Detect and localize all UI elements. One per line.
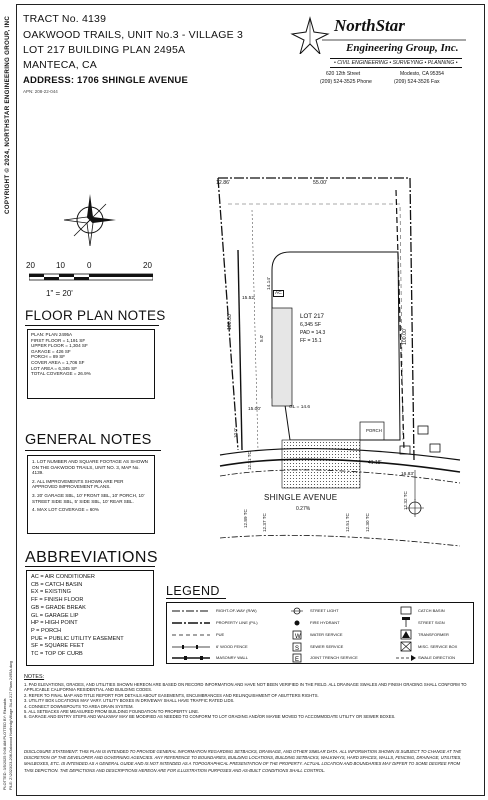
north-arrow-icon [60,190,120,250]
section-rule [25,450,161,451]
legend-fire-hydrant: FIRE HYDRANT [310,620,340,625]
legend-swale: SWALE DIRECTION [418,655,455,660]
legend-masonry-wall: MASONRY WALL [216,655,248,660]
curb-elevation-f: 12.32 TC [403,491,408,510]
legend-title: LEGEND [166,584,220,598]
abbreviation-item: FF = FINISH FLOOR [31,597,84,604]
property-address: ADDRESS: 1706 SHINGLE AVENUE [23,75,189,86]
section-rule [25,566,155,567]
company-name-line2: Engineering Group, Inc. [346,42,459,54]
note-item: 5. ALL SETBACKS ARE MEASURED FROM BUILDING FOUNDATION TO PROPERTY LINE. [24,709,200,715]
curb-elevation-e: 12.31 TC [247,451,252,470]
city-state: MANTECA, CA [23,59,97,71]
right-dimension: 100.00' [402,328,408,345]
legend-street-sign: STREET SIGN [418,620,445,625]
general-notes-title: GENERAL NOTES [25,432,152,448]
svg-text:E: E [295,657,300,663]
notes-title: NOTES: [24,674,45,680]
fpn-line: TOTAL COVERAGE = 26.9% [31,371,91,377]
pad-elevation: PAD = 14.3 [300,330,326,336]
legend-sewer-service: SEWER SERVICE [310,644,344,649]
abbreviation-item: CB = CATCH BASIN [31,581,83,588]
company-street: 620 12th Street [326,71,361,77]
general-notes-box [27,455,155,534]
curve-dimension: 14.14' [267,277,272,290]
legend-right-of-way: RIGHT-OF-WAY (R/W) [216,608,257,613]
porch-label: PORCH [366,428,382,433]
legend-property-line: PROPERTY LINE (P/L) [216,620,258,625]
fpn-line: LOT AREA = 6,345 SF [31,365,78,371]
curb-elevation-b: 12.37 TC [262,513,267,532]
company-services: • CIVIL ENGINEERING • SURVEYING • PLANNING • [330,58,462,68]
abbreviation-item: P = PORCH [31,627,62,634]
scale-tick-20-right: 20 [143,261,152,270]
fpn-line: UPPER FLOOR = 1,304 SF [31,343,88,349]
abbreviation-item: GL = GARAGE LIP [31,612,79,619]
scale-bar [29,272,153,282]
subdivision-name: OAKWOOD TRAILS, UNIT No.3 - VILLAGE 3 [23,29,243,41]
abbreviation-item: SF = SQUARE FEET [31,643,84,650]
tract-number: TRACT No. 4139 [23,13,107,25]
abbreviation-item: AC = AIR CONDITIONER [31,574,95,580]
scale-tick-20-left: 20 [26,261,35,270]
fpn-line: PLAN: PLAN 2495A [31,332,73,337]
scale-tick-10: 10 [56,261,65,270]
left-dimension: 100.00' [227,313,233,330]
section-rule [166,598,226,599]
finish-floor: FF = 15.1 [300,338,322,344]
curb-elevation-d: 12.30 TC [365,513,370,532]
abbreviations-title: ABBREVIATIONS [25,549,158,566]
general-note-item: 1. LOT NUMBER AND SQUARE FOOTAGE AS SHOWN ON THE OAKWOOD TRAILS, UNIT NO. 3, MAP No. 4139. [32,459,148,476]
legend-joint-trench: JOINT TRENCH SERVICE [310,655,358,660]
company-logo [286,14,474,98]
fpn-line: GARAGE = 426 SF [31,348,71,354]
garage-lip: GL = 14.6 [289,405,311,410]
side-dimension: 5.0' [259,334,264,342]
abbreviations-box [26,570,154,666]
note-item: 4. CONNECT DOWNSPOUTS TO AREA DRAIN SYSTEM. [24,703,134,709]
lot-building-plan: LOT 217 BUILDING PLAN 2495A [23,44,186,56]
lot-label: LOT 217 [300,313,324,320]
fpn-line: COVER AREA = 1,706 SF [31,359,85,365]
general-note-item: 3. 20' GARAGE SBL, 10' FRONT SBL, 10' PORCH, 10' STREET SIDE SBL, 5' SIDE SBL, 10' REAR SBL. [32,492,145,504]
side-dimension-2: 10.0' [233,428,238,438]
company-fax: (209) 524-3526 Fax [394,79,440,85]
company-phone: (209) 524-3525 Phone [320,79,372,85]
legend-wood-fence: 6' WOOD FENCE [216,644,248,649]
apn-number: APN: 208-22-044 [23,89,58,94]
note-item: 1. PAD ELEVATIONS, GRADES, AND UTILITIES SHOWN HEREON ARE BASED ON RECORD INFORMATION AND HAVE NOT BEEN VERIFIED IN THE FIELD. ALL DRAINAGE SWALES AND FINISH GRADING SHALL CONFORM TO APPLICABLE CALIFORNIA RESIDENTIAL AND BUILDING CODES. [24,682,467,693]
general-note-item: 4. MAX LOT COVERAGE = 60% [32,507,99,513]
top-dimension-left: 12.86' [216,180,230,186]
svg-text:W: W [295,634,301,640]
floor-plan-notes-box [27,329,155,399]
file-path-text: FILE: Z:\2023\23-208-Oakwood Northrdg\Village 3\Lot 217 Plans 2495A.dwg [9,661,13,790]
note-item: 2. REFER TO FINAL MAP AND TITLE REPORT FOR DETAILS ABOUT EASEMENTS, ENCUMBRANCES AND RELINQUISHMENT OF ABUTTERS RIGHTS. [24,692,319,698]
notes-list [24,682,470,720]
abbreviation-item: EX = EXISTING [31,589,71,596]
floor-plan-notes-title: FLOOR PLAN NOTES [25,308,166,323]
front-dimension: 41.18' [368,460,382,466]
svg-text:S: S [295,646,300,652]
street-slope: 0.27% [296,506,311,512]
legend-service-box: MISC. SERVICE BOX [418,644,458,649]
site-plan-drawing [160,150,480,570]
general-note-item: 2. ALL IMPROVEMENTS SHOWN ARE PER APPROVED IMPROVEMENT PLANS. [32,478,124,490]
ac-label: AC [275,291,282,296]
legend-transformer: TRANSFORMER [418,632,449,637]
abbreviation-item: HP = HIGH POINT [31,620,78,627]
disclosure-statement: DISCLOSURE STATEMENT: THIS PLAN IS INTENDED TO PROVIDE GENERAL INFORMATION REGARDING SETBACKS, DRAINAGE, AND OTHER SIMILAR DATA. ALL INFORMATION SHOWN IS SUBJECT TO CHANGE AT THE DISCRETION OF THE DEVELOPER AND GOVERNING AGENCIES. ANY REFERENCE TO BOUNDARIES, BUILDING LOCATIONS, BUILDING SETBACKS, WALKWAYS, HARD SPACES, WALLS, FENCING, DRAINAGE, UTILITIES, MAILBOXES, ETC. IS INTENDED AS A GENERAL GUIDE AND IS NOT INTENDED AS A TOPOGRAPHICAL PRESENTATION OF THE PROPERTY. ACTUAL LOCATION AND BOUNDARIES MAY DIFFER TO SOME DEGREE FROM THIS DEPICTION. THE DEPICTIONS AND DESCRIPTIONS HEREON ARE FOR ILLUSTRATION PURPOSES AND AS-BUILT CONDITIONS SHALL CONTROL. [24,749,462,773]
abbreviation-item: TC = TOP OF CURB [31,651,83,658]
company-city: Modesto, CA 95354 [400,71,444,77]
scale-tick-0: 0 [87,261,92,270]
note-item: 3. UTILITY BOX LOCATIONS MAY VARY. UTILITY BOXES IN DRIVEWAY SHALL HAVE TRAFFIC RATED LIDS. [24,698,235,704]
abbreviation-item: PUE = PUBLIC UTILITY EASEMENT [31,635,124,642]
section-rule [25,325,159,326]
copyright-text: COPYRIGHT © 2024, NORTHSTAR ENGINEERING GROUP, INC [4,15,11,214]
fpn-line: FIRST FLOOR = 1,191 SF [31,337,86,343]
legend-pue: PUE [216,632,225,637]
lot-area: 6,345 SF [300,322,322,328]
top-dimension: 55.00' [313,180,327,186]
legend-catch-basin: CATCH BASIN [418,608,445,613]
scale-label: 1" = 20' [46,289,73,298]
note-item: 6. GARAGE AND ENTRY STEPS AND WALKWAY MAY BE MODIFIED AS NEEDED TO CONFORM TO LOT GRADING AND/OR MAYBE MOVED TO ACCOMMODATE UTILITY OR SEWER BOXES. [24,714,396,720]
bottom-dimension: 16.83' [401,472,414,477]
curb-elevation-c: 12.51 TC [345,513,350,532]
abbreviation-item: GB = GRADE BREAK [31,604,86,611]
fpn-line: PORCH = 89 SF [31,354,66,360]
legend-water-service: WATER SERVICE [310,632,343,637]
curb-elevation-a: 12.89 TC [243,509,248,528]
setback-dimension-b: 15.00' [248,407,261,412]
street-name: SHINGLE AVENUE [264,493,338,502]
plotted-text: PLOTTED: 3/5/2025 9:08 AM PLOTTED BY: Rlumakis [3,698,7,790]
setback-dimension-a: 15.52' [242,296,255,301]
company-name-line1: NorthStar [334,16,405,35]
legend-street-light: STREET LIGHT [310,608,339,613]
